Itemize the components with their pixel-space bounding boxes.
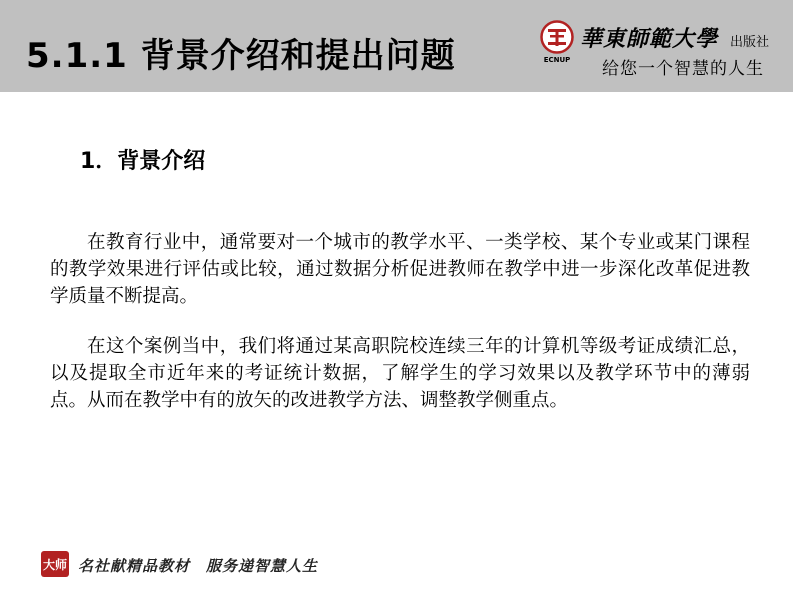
logo-slogan: 给您一个智慧的人生 — [602, 59, 764, 79]
logo-abbreviation: ECNUP — [543, 56, 571, 64]
logo-university-name: 華東師範大學 — [580, 26, 719, 52]
paragraph-text: 在教育行业中，通常要对一个城市的教学水平、一类学校、某个专业或某门课程的教学效果进行评估或比较，通过数据分析促进教师在教学中进一步深化改革促进教学质量不断提高。 — [50, 232, 750, 307]
publisher-logo — [540, 20, 785, 80]
body-paragraph-1 — [50, 229, 750, 310]
slide-title: 5.1.1 背景介绍和提出问题 — [26, 36, 456, 76]
section-heading: 1．背景介绍 — [80, 149, 206, 174]
paragraph-text: 在这个案例当中，我们将通过某高职院校连续三年的计算机等级考证成绩汇总，以及提取全市近年来的考证统计数据，了解学生的学习效果以及教学环节中的薄弱点。从而在教学中有的放矢的改进教学方法、调整教学侧重点。 — [50, 336, 750, 411]
svg-text:大师: 大师 — [42, 558, 68, 572]
header-bar — [0, 0, 793, 92]
university-emblem-icon — [540, 20, 574, 54]
logo-press-label: 出版社 — [730, 35, 770, 50]
body-paragraph-2 — [50, 333, 750, 414]
seal-stamp-icon — [40, 550, 70, 578]
footer-tagline: 名社献精品教材 服务递智慧人生 — [78, 557, 319, 575]
